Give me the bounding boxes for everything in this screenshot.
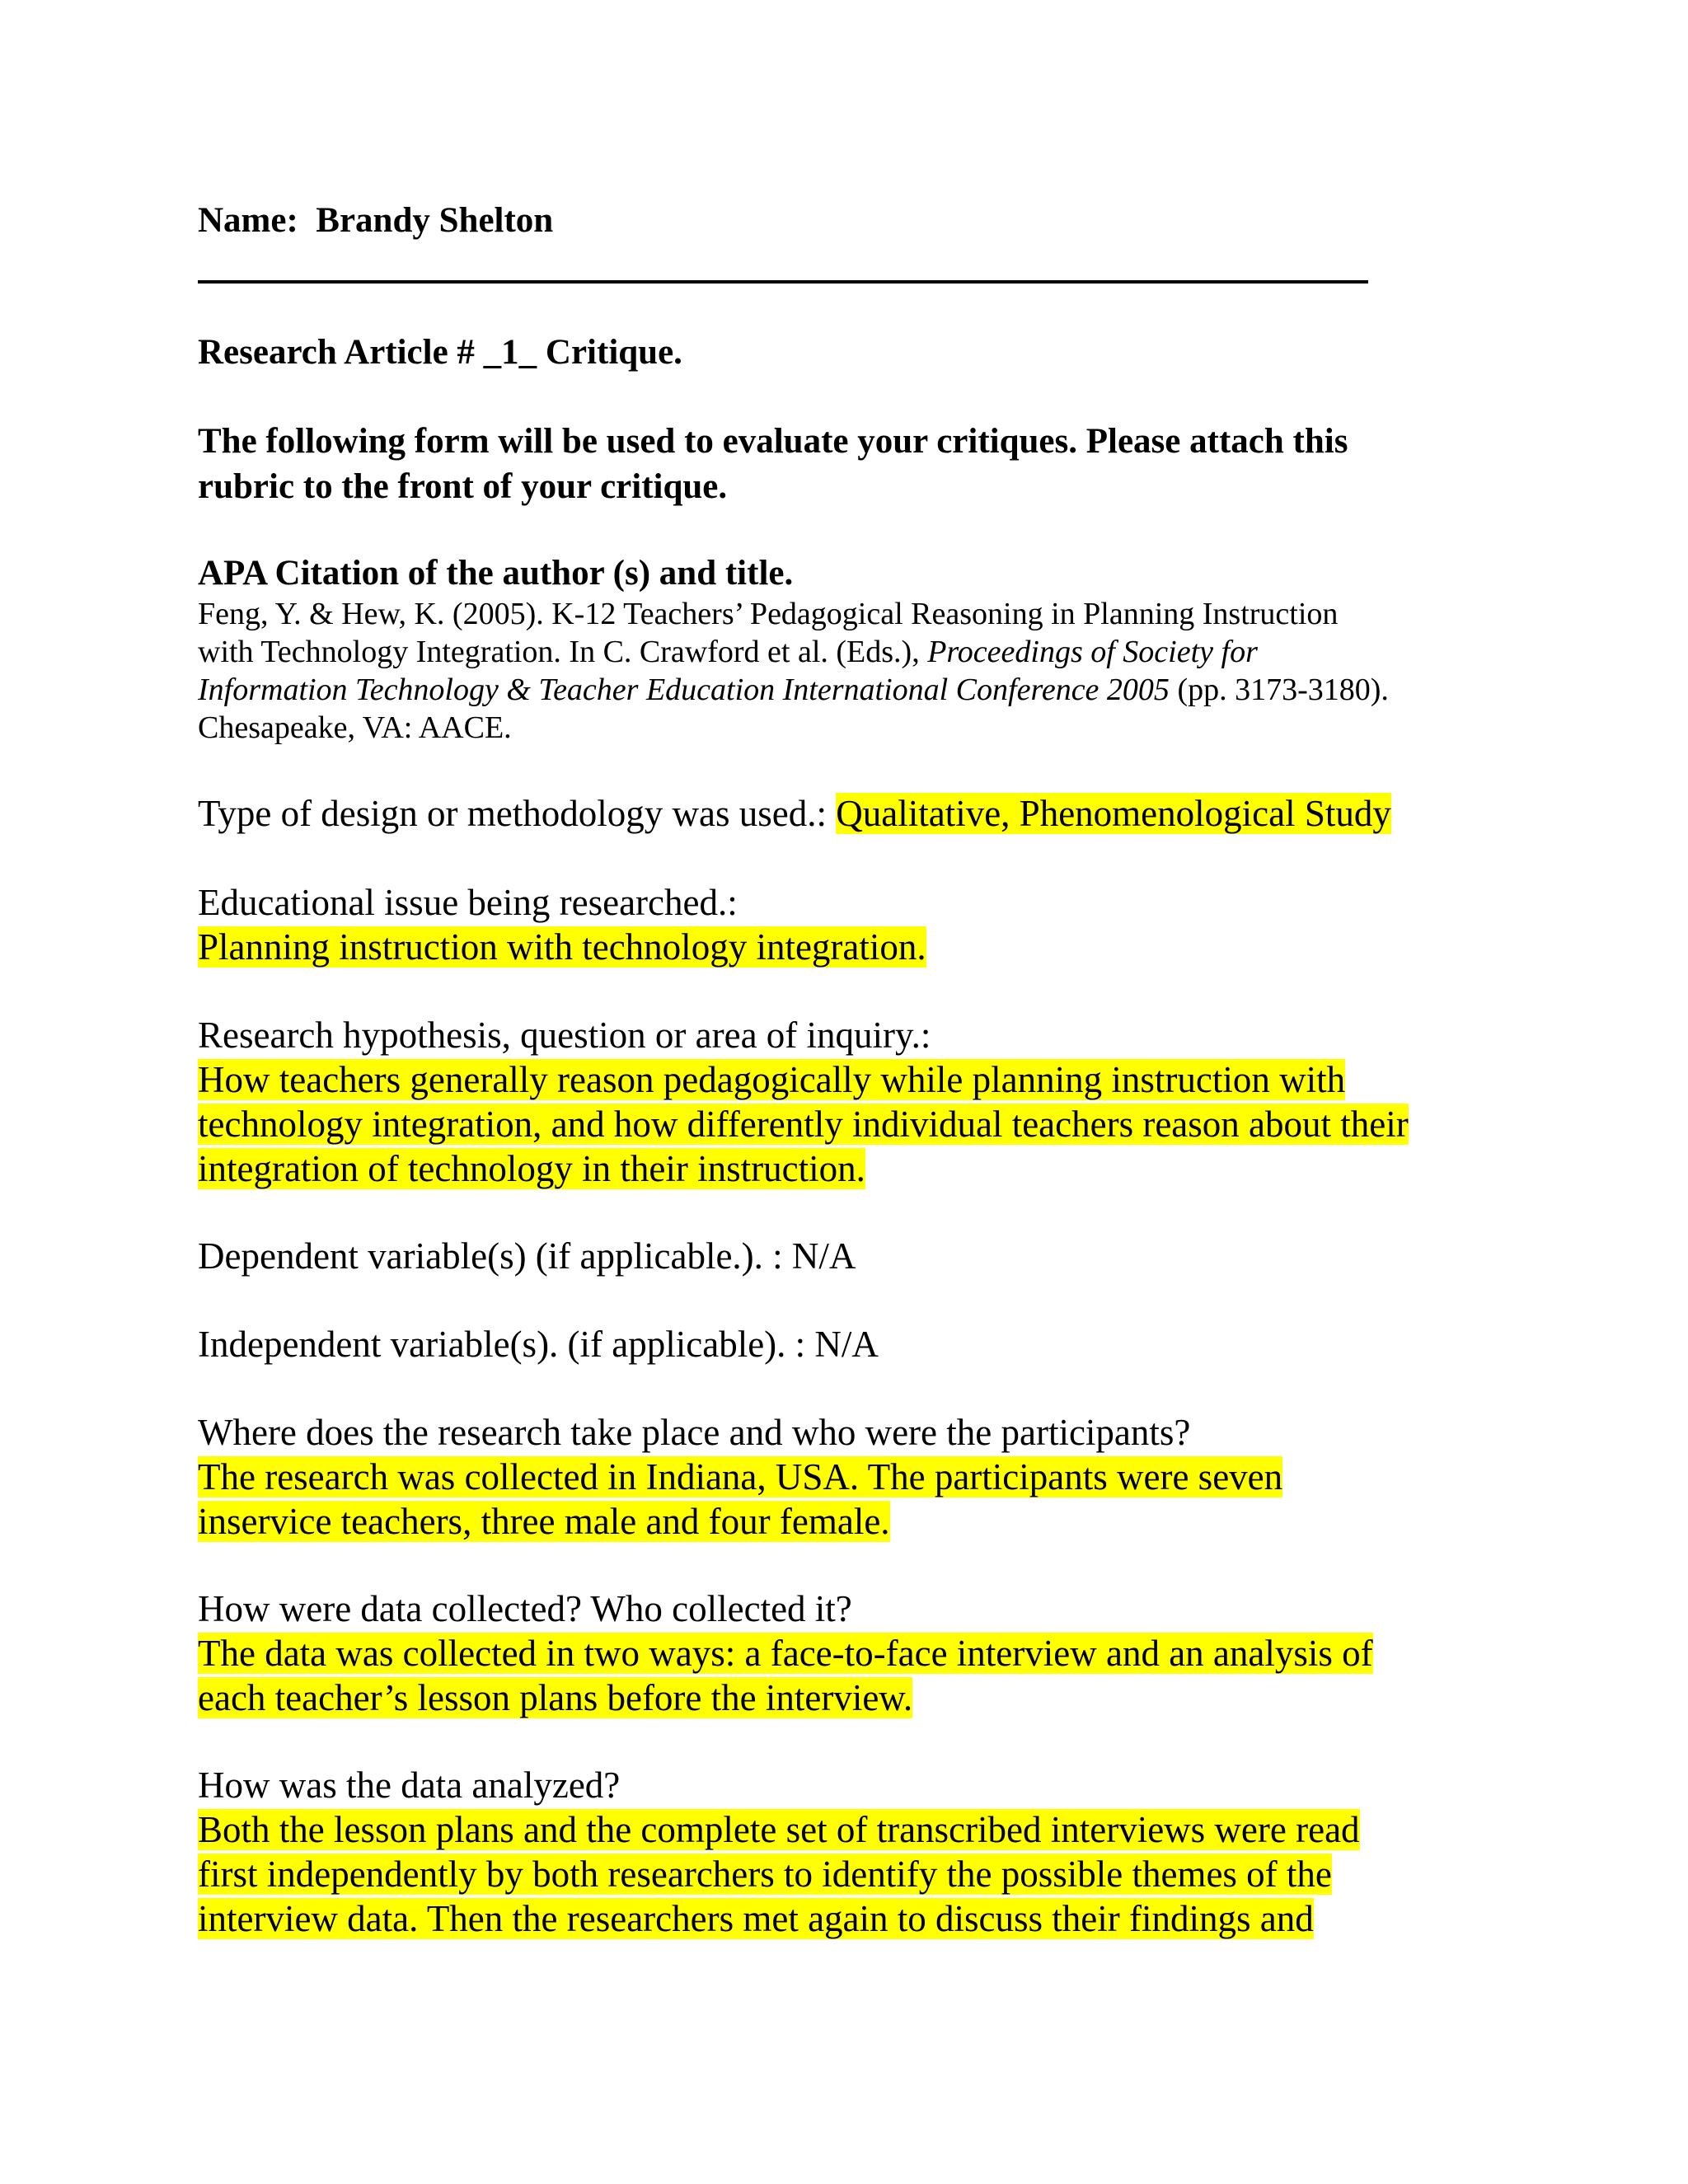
design-label: Type of design or methodology was used.: xyxy=(198,793,837,834)
analysis-answer-line-2: first independently by both researchers to identify the possible themes of the xyxy=(198,1854,1332,1895)
citation-line-2-italic: Proceedings of Society for xyxy=(927,635,1258,669)
citation-line-4: Chesapeake, VA: AACE. xyxy=(198,710,512,745)
hypothesis-label: Research hypothesis, question or area of inquiry.: xyxy=(198,1015,931,1056)
issue-label: Educational issue being researched.: xyxy=(198,882,738,923)
location-answer-line-2: inservice teachers, three male and four female. xyxy=(198,1501,890,1542)
collection-question xyxy=(198,1586,1373,1720)
citation-line-3 xyxy=(198,671,1389,709)
independent-variable: Independent variable(s). (if applicable). : N/A xyxy=(198,1324,879,1365)
hypothesis-question xyxy=(198,1013,1409,1191)
analysis-question xyxy=(198,1763,1360,1941)
design-answer: Qualitative, Phenomenological Study xyxy=(836,793,1391,834)
collection-label: How were data collected? Who collected it? xyxy=(198,1588,852,1629)
collection-answer-line-1: The data was collected in two ways: a face-to-face interview and an analysis of xyxy=(198,1633,1373,1674)
location-question xyxy=(198,1410,1282,1544)
citation-line-3-italic: Information Technology & Teacher Education International Conference 2005 xyxy=(198,673,1170,707)
instructions-line-1: The following form will be used to evaluate your critiques. Please attach this xyxy=(198,422,1348,461)
citation-line-2-plain: with Technology Integration. In C. Crawford et al. (Eds.), xyxy=(198,635,928,669)
name-label: Name: xyxy=(198,201,298,240)
instructions xyxy=(198,419,1348,509)
name-line xyxy=(198,198,553,243)
collection-answer-line-2: each teacher’s lesson plans before the interview. xyxy=(198,1677,913,1718)
document-title: Research Article # _1_ Critique. xyxy=(198,333,682,372)
hypothesis-answer-line-3: integration of technology in their instruction. xyxy=(198,1148,865,1189)
citation-text xyxy=(198,595,1389,747)
analysis-answer-line-1: Both the lesson plans and the complete set of transcribed interviews were read xyxy=(198,1809,1360,1850)
location-answer-line-1: The research was collected in Indiana, USA. The participants were seven xyxy=(198,1456,1283,1497)
analysis-label: How was the data analyzed? xyxy=(198,1765,621,1806)
design-question xyxy=(198,791,1391,836)
citation-heading: APA Citation of the author (s) and title. xyxy=(198,554,794,593)
citation-line-3-plain: (pp. 3173-3180). xyxy=(1169,673,1389,707)
location-label: Where does the research take place and who were the participants? xyxy=(198,1412,1191,1453)
name-underline xyxy=(198,280,1368,284)
name-value: Brandy Shelton xyxy=(316,201,554,240)
hypothesis-answer-line-1: How teachers generally reason pedagogically while planning instruction with xyxy=(198,1059,1346,1100)
issue-answer-line-1: Planning instruction with technology integration. xyxy=(198,926,926,968)
hypothesis-answer-line-2: technology integration, and how differently individual teachers reason about their xyxy=(198,1104,1409,1145)
citation-line-1: Feng, Y. & Hew, K. (2005). K-12 Teachers’ Pedagogical Reasoning in Planning Instruction xyxy=(198,597,1339,631)
instructions-line-2: rubric to the front of your critique. xyxy=(198,467,728,506)
analysis-answer-line-3: interview data. Then the researchers met again to discuss their findings and xyxy=(198,1898,1314,1939)
citation-line-2 xyxy=(198,633,1389,671)
dependent-variable: Dependent variable(s) (if applicable.). : N/A xyxy=(198,1235,856,1277)
issue-question xyxy=(198,880,926,969)
